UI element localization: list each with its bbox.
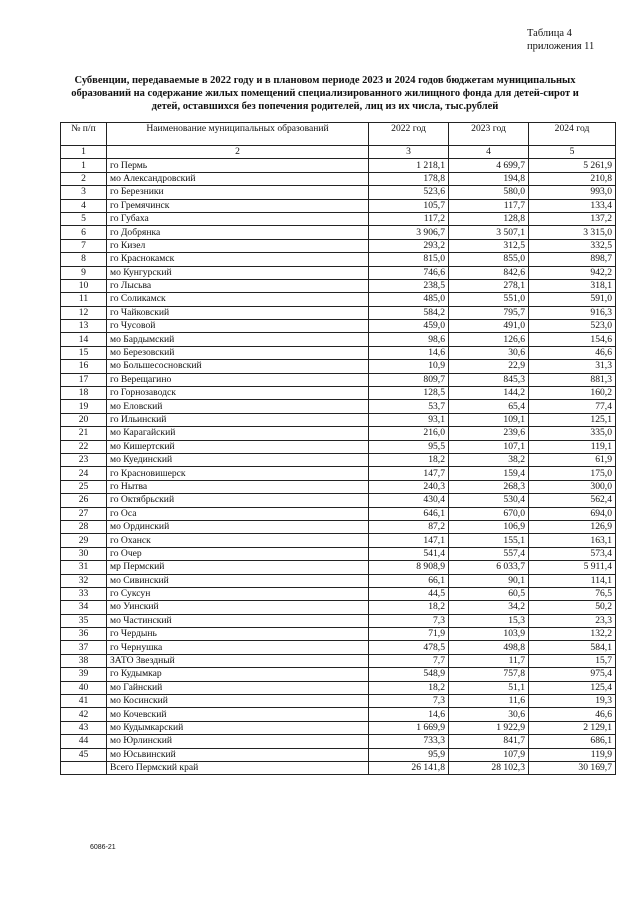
value-2023: 60,5 bbox=[449, 587, 529, 600]
table-row bbox=[61, 306, 616, 319]
value-2022: 93,1 bbox=[369, 413, 449, 426]
total-2023: 28 102,3 bbox=[449, 761, 529, 774]
value-2024: 523,0 bbox=[529, 320, 616, 333]
value-2024: 5 911,4 bbox=[529, 561, 616, 574]
value-2024: 332,5 bbox=[529, 239, 616, 252]
value-2023: 841,7 bbox=[449, 735, 529, 748]
row-number: 42 bbox=[61, 708, 107, 721]
value-2024: 125,4 bbox=[529, 681, 616, 694]
footer-code: 6086-21 bbox=[90, 844, 116, 851]
value-2024: 3 315,0 bbox=[529, 226, 616, 239]
value-2022: 18,2 bbox=[369, 681, 449, 694]
row-number: 28 bbox=[61, 520, 107, 533]
value-2022: 3 906,7 bbox=[369, 226, 449, 239]
value-2022: 147,1 bbox=[369, 534, 449, 547]
municipality-name: мо Юсьвинский bbox=[107, 748, 369, 761]
value-2024: 300,0 bbox=[529, 480, 616, 493]
value-2024: 2 129,1 bbox=[529, 721, 616, 734]
value-2023: 106,9 bbox=[449, 520, 529, 533]
municipality-name: го Суксун bbox=[107, 587, 369, 600]
value-2023: 144,2 bbox=[449, 387, 529, 400]
municipality-name: го Октябрьский bbox=[107, 494, 369, 507]
value-2023: 30,6 bbox=[449, 708, 529, 721]
row-number: 16 bbox=[61, 360, 107, 373]
table-row bbox=[61, 654, 616, 667]
table-row bbox=[61, 587, 616, 600]
municipality-name: го Пермь bbox=[107, 159, 369, 172]
header-2022: 2022 год bbox=[369, 123, 449, 146]
table-row bbox=[61, 520, 616, 533]
municipality-name: го Губаха bbox=[107, 212, 369, 225]
value-2023: 312,5 bbox=[449, 239, 529, 252]
value-2023: 239,6 bbox=[449, 427, 529, 440]
municipality-name: мо Ординский bbox=[107, 520, 369, 533]
municipality-name: го Красновишерск bbox=[107, 467, 369, 480]
value-2024: 114,1 bbox=[529, 574, 616, 587]
table-row bbox=[61, 172, 616, 185]
table-row bbox=[61, 721, 616, 734]
value-2024: 591,0 bbox=[529, 293, 616, 306]
row-number: 24 bbox=[61, 467, 107, 480]
value-2024: 31,3 bbox=[529, 360, 616, 373]
table-row bbox=[61, 668, 616, 681]
row-number: 27 bbox=[61, 507, 107, 520]
value-2022: 10,9 bbox=[369, 360, 449, 373]
value-2024: 881,3 bbox=[529, 373, 616, 386]
value-2022: 95,9 bbox=[369, 748, 449, 761]
row-number: 13 bbox=[61, 320, 107, 333]
value-2023: 15,3 bbox=[449, 614, 529, 627]
total-label: Всего Пермский край bbox=[107, 761, 369, 774]
table-row bbox=[61, 360, 616, 373]
value-2023: 1 922,9 bbox=[449, 721, 529, 734]
table-row bbox=[61, 708, 616, 721]
value-2022: 147,7 bbox=[369, 467, 449, 480]
table-row bbox=[61, 387, 616, 400]
row-number: 15 bbox=[61, 346, 107, 359]
value-2022: 44,5 bbox=[369, 587, 449, 600]
municipality-name: го Краснокамск bbox=[107, 253, 369, 266]
value-2023: 155,1 bbox=[449, 534, 529, 547]
value-2024: 335,0 bbox=[529, 427, 616, 440]
value-2022: 430,4 bbox=[369, 494, 449, 507]
value-2022: 18,2 bbox=[369, 453, 449, 466]
value-2023: 90,1 bbox=[449, 574, 529, 587]
value-2024: 898,7 bbox=[529, 253, 616, 266]
value-2023: 551,0 bbox=[449, 293, 529, 306]
value-2024: 137,2 bbox=[529, 212, 616, 225]
value-2023: 268,3 bbox=[449, 480, 529, 493]
value-2022: 117,2 bbox=[369, 212, 449, 225]
municipality-name: мо Еловский bbox=[107, 400, 369, 413]
table-row bbox=[61, 601, 616, 614]
value-2022: 7,3 bbox=[369, 695, 449, 708]
municipality-name: мо Кунгурский bbox=[107, 266, 369, 279]
value-2022: 541,4 bbox=[369, 547, 449, 560]
row-number: 2 bbox=[61, 172, 107, 185]
value-2024: 23,3 bbox=[529, 614, 616, 627]
municipality-name: го Чернушка bbox=[107, 641, 369, 654]
value-2022: 815,0 bbox=[369, 253, 449, 266]
value-2024: 584,1 bbox=[529, 641, 616, 654]
value-2022: 584,2 bbox=[369, 306, 449, 319]
value-2022: 293,2 bbox=[369, 239, 449, 252]
table-row bbox=[61, 440, 616, 453]
municipality-name: го Оса bbox=[107, 507, 369, 520]
value-2023: 795,7 bbox=[449, 306, 529, 319]
value-2023: 557,4 bbox=[449, 547, 529, 560]
municipality-name: мо Частинский bbox=[107, 614, 369, 627]
value-2023: 11,7 bbox=[449, 654, 529, 667]
table-row bbox=[61, 199, 616, 212]
value-2023: 109,1 bbox=[449, 413, 529, 426]
row-number: 34 bbox=[61, 601, 107, 614]
table-row bbox=[61, 453, 616, 466]
value-2022: 485,0 bbox=[369, 293, 449, 306]
value-2024: 76,5 bbox=[529, 587, 616, 600]
row-number: 10 bbox=[61, 279, 107, 292]
municipality-name: мо Гайнский bbox=[107, 681, 369, 694]
row-number: 32 bbox=[61, 574, 107, 587]
column-number-row bbox=[61, 146, 616, 159]
value-2023: 4 699,7 bbox=[449, 159, 529, 172]
row-number: 29 bbox=[61, 534, 107, 547]
municipality-name: мр Пермский bbox=[107, 561, 369, 574]
value-2024: 210,8 bbox=[529, 172, 616, 185]
municipality-name: мо Кочевский bbox=[107, 708, 369, 721]
value-2024: 694,0 bbox=[529, 507, 616, 520]
table-row bbox=[61, 681, 616, 694]
municipality-name: го Нытва bbox=[107, 480, 369, 493]
row-number: 30 bbox=[61, 547, 107, 560]
value-2023: 670,0 bbox=[449, 507, 529, 520]
table-number: Таблица 4 bbox=[527, 28, 572, 39]
municipality-name: го Гремячинск bbox=[107, 199, 369, 212]
municipality-name: мо Юрлинский bbox=[107, 735, 369, 748]
municipality-name: мо Карагайский bbox=[107, 427, 369, 440]
table-row bbox=[61, 480, 616, 493]
table-row bbox=[61, 735, 616, 748]
municipality-name: го Березники bbox=[107, 186, 369, 199]
table-row bbox=[61, 226, 616, 239]
value-2024: 126,9 bbox=[529, 520, 616, 533]
value-2023: 757,8 bbox=[449, 668, 529, 681]
table-row bbox=[61, 279, 616, 292]
value-2023: 30,6 bbox=[449, 346, 529, 359]
row-number: 45 bbox=[61, 748, 107, 761]
table-row bbox=[61, 293, 616, 306]
municipality-name: го Чусовой bbox=[107, 320, 369, 333]
value-2023: 34,2 bbox=[449, 601, 529, 614]
municipality-name: го Добрянка bbox=[107, 226, 369, 239]
value-2023: 855,0 bbox=[449, 253, 529, 266]
table-row bbox=[61, 266, 616, 279]
value-2022: 18,2 bbox=[369, 601, 449, 614]
row-number: 23 bbox=[61, 453, 107, 466]
value-2022: 548,9 bbox=[369, 668, 449, 681]
column-number: 3 bbox=[369, 146, 449, 159]
column-number: 2 bbox=[107, 146, 369, 159]
municipality-name: го Лысьва bbox=[107, 279, 369, 292]
municipality-name: го Чайковский bbox=[107, 306, 369, 319]
value-2023: 22,9 bbox=[449, 360, 529, 373]
value-2023: 845,3 bbox=[449, 373, 529, 386]
municipality-name: мо Сивинский bbox=[107, 574, 369, 587]
municipality-name: мо Александровский bbox=[107, 172, 369, 185]
row-number: 31 bbox=[61, 561, 107, 574]
row-number: 39 bbox=[61, 668, 107, 681]
municipality-name: го Очер bbox=[107, 547, 369, 560]
value-2022: 8 908,9 bbox=[369, 561, 449, 574]
column-number: 5 bbox=[529, 146, 616, 159]
value-2022: 733,3 bbox=[369, 735, 449, 748]
subventions-table bbox=[60, 122, 616, 775]
header-2023: 2023 год bbox=[449, 123, 529, 146]
value-2024: 318,1 bbox=[529, 279, 616, 292]
value-2022: 7,3 bbox=[369, 614, 449, 627]
row-number: 5 bbox=[61, 212, 107, 225]
value-2024: 942,2 bbox=[529, 266, 616, 279]
municipality-name: мо Уинский bbox=[107, 601, 369, 614]
value-2022: 240,3 bbox=[369, 480, 449, 493]
row-number: 35 bbox=[61, 614, 107, 627]
table-row bbox=[61, 333, 616, 346]
total-number-cell bbox=[61, 761, 107, 774]
value-2023: 126,6 bbox=[449, 333, 529, 346]
row-number: 44 bbox=[61, 735, 107, 748]
row-number: 37 bbox=[61, 641, 107, 654]
value-2023: 11,6 bbox=[449, 695, 529, 708]
row-number: 36 bbox=[61, 628, 107, 641]
total-row bbox=[61, 761, 616, 774]
value-2022: 216,0 bbox=[369, 427, 449, 440]
row-number: 4 bbox=[61, 199, 107, 212]
row-number: 3 bbox=[61, 186, 107, 199]
row-number: 11 bbox=[61, 293, 107, 306]
row-number: 26 bbox=[61, 494, 107, 507]
total-2024: 30 169,7 bbox=[529, 761, 616, 774]
value-2024: 46,6 bbox=[529, 346, 616, 359]
table-row bbox=[61, 212, 616, 225]
row-number: 25 bbox=[61, 480, 107, 493]
value-2024: 916,3 bbox=[529, 306, 616, 319]
row-number: 43 bbox=[61, 721, 107, 734]
value-2024: 154,6 bbox=[529, 333, 616, 346]
table-row bbox=[61, 239, 616, 252]
table-row bbox=[61, 507, 616, 520]
table-row bbox=[61, 346, 616, 359]
value-2022: 646,1 bbox=[369, 507, 449, 520]
row-number: 41 bbox=[61, 695, 107, 708]
value-2023: 842,6 bbox=[449, 266, 529, 279]
value-2022: 14,6 bbox=[369, 346, 449, 359]
municipality-name: мо Кишертский bbox=[107, 440, 369, 453]
value-2022: 105,7 bbox=[369, 199, 449, 212]
value-2024: 975,4 bbox=[529, 668, 616, 681]
value-2024: 562,4 bbox=[529, 494, 616, 507]
value-2023: 3 507,1 bbox=[449, 226, 529, 239]
municipality-name: мо Бардымский bbox=[107, 333, 369, 346]
value-2023: 580,0 bbox=[449, 186, 529, 199]
value-2024: 119,1 bbox=[529, 440, 616, 453]
value-2024: 175,0 bbox=[529, 467, 616, 480]
value-2022: 53,7 bbox=[369, 400, 449, 413]
municipality-name: го Горнозаводск bbox=[107, 387, 369, 400]
value-2024: 19,3 bbox=[529, 695, 616, 708]
value-2024: 133,4 bbox=[529, 199, 616, 212]
value-2022: 66,1 bbox=[369, 574, 449, 587]
value-2024: 50,2 bbox=[529, 601, 616, 614]
document-title: Субвенции, передаваемые в 2022 году и в плановом периоде 2023 и 2024 годов бюджетам муниципальных образований на содержание жилых помещений специализированного жилищного фонда для детей-сирот и детей, оставшихся без попечения родителей, лиц из их числа, тыс.рублей bbox=[71, 75, 579, 112]
municipality-name: го Ильинский bbox=[107, 413, 369, 426]
value-2023: 530,4 bbox=[449, 494, 529, 507]
table-row bbox=[61, 427, 616, 440]
row-number: 40 bbox=[61, 681, 107, 694]
value-2023: 65,4 bbox=[449, 400, 529, 413]
row-number: 38 bbox=[61, 654, 107, 667]
row-number: 9 bbox=[61, 266, 107, 279]
row-number: 17 bbox=[61, 373, 107, 386]
value-2023: 498,8 bbox=[449, 641, 529, 654]
value-2023: 491,0 bbox=[449, 320, 529, 333]
table-row bbox=[61, 373, 616, 386]
value-2024: 160,2 bbox=[529, 387, 616, 400]
table-row bbox=[61, 253, 616, 266]
header-number: № п/п bbox=[61, 123, 107, 146]
value-2023: 159,4 bbox=[449, 467, 529, 480]
value-2022: 238,5 bbox=[369, 279, 449, 292]
row-number: 14 bbox=[61, 333, 107, 346]
value-2024: 573,4 bbox=[529, 547, 616, 560]
value-2024: 61,9 bbox=[529, 453, 616, 466]
table-row bbox=[61, 574, 616, 587]
total-2022: 26 141,8 bbox=[369, 761, 449, 774]
value-2022: 478,5 bbox=[369, 641, 449, 654]
row-number: 20 bbox=[61, 413, 107, 426]
column-number: 4 bbox=[449, 146, 529, 159]
value-2022: 1 669,9 bbox=[369, 721, 449, 734]
municipality-name: го Оханск bbox=[107, 534, 369, 547]
value-2022: 178,8 bbox=[369, 172, 449, 185]
row-number: 7 bbox=[61, 239, 107, 252]
row-number: 19 bbox=[61, 400, 107, 413]
appendix-reference: приложения 11 bbox=[527, 41, 595, 52]
table-row bbox=[61, 614, 616, 627]
value-2023: 107,1 bbox=[449, 440, 529, 453]
table-row bbox=[61, 159, 616, 172]
row-number: 1 bbox=[61, 159, 107, 172]
municipality-name: мо Березовский bbox=[107, 346, 369, 359]
value-2022: 7,7 bbox=[369, 654, 449, 667]
value-2024: 5 261,9 bbox=[529, 159, 616, 172]
table-caption bbox=[527, 27, 594, 53]
table-row bbox=[61, 413, 616, 426]
column-number: 1 bbox=[61, 146, 107, 159]
value-2024: 46,6 bbox=[529, 708, 616, 721]
value-2022: 87,2 bbox=[369, 520, 449, 533]
value-2022: 459,0 bbox=[369, 320, 449, 333]
table-row bbox=[61, 467, 616, 480]
value-2024: 15,7 bbox=[529, 654, 616, 667]
value-2023: 107,9 bbox=[449, 748, 529, 761]
value-2022: 95,5 bbox=[369, 440, 449, 453]
table-row bbox=[61, 400, 616, 413]
value-2023: 103,9 bbox=[449, 628, 529, 641]
header-name: Наименование муниципальных образований bbox=[107, 123, 369, 146]
table-row bbox=[61, 641, 616, 654]
table-row bbox=[61, 494, 616, 507]
table-row bbox=[61, 561, 616, 574]
table-row bbox=[61, 628, 616, 641]
value-2024: 132,2 bbox=[529, 628, 616, 641]
value-2022: 809,7 bbox=[369, 373, 449, 386]
municipality-name: го Кудымкар bbox=[107, 668, 369, 681]
table-row bbox=[61, 748, 616, 761]
value-2022: 1 218,1 bbox=[369, 159, 449, 172]
row-number: 8 bbox=[61, 253, 107, 266]
municipality-name: мо Куединский bbox=[107, 453, 369, 466]
municipality-name: го Кизел bbox=[107, 239, 369, 252]
row-number: 22 bbox=[61, 440, 107, 453]
value-2022: 71,9 bbox=[369, 628, 449, 641]
value-2022: 14,6 bbox=[369, 708, 449, 721]
value-2024: 686,1 bbox=[529, 735, 616, 748]
row-number: 21 bbox=[61, 427, 107, 440]
municipality-name: го Верещагино bbox=[107, 373, 369, 386]
municipality-name: го Соликамск bbox=[107, 293, 369, 306]
value-2024: 125,1 bbox=[529, 413, 616, 426]
table-row bbox=[61, 534, 616, 547]
municipality-name: го Чердынь bbox=[107, 628, 369, 641]
value-2023: 38,2 bbox=[449, 453, 529, 466]
municipality-name: мо Кудымкарский bbox=[107, 721, 369, 734]
value-2024: 77,4 bbox=[529, 400, 616, 413]
table-row bbox=[61, 186, 616, 199]
value-2023: 6 033,7 bbox=[449, 561, 529, 574]
row-number: 12 bbox=[61, 306, 107, 319]
table-header-row bbox=[61, 123, 616, 146]
value-2022: 746,6 bbox=[369, 266, 449, 279]
table-row bbox=[61, 695, 616, 708]
value-2023: 194,8 bbox=[449, 172, 529, 185]
value-2022: 98,6 bbox=[369, 333, 449, 346]
municipality-name: мо Большесосновский bbox=[107, 360, 369, 373]
row-number: 33 bbox=[61, 587, 107, 600]
row-number: 18 bbox=[61, 387, 107, 400]
value-2024: 163,1 bbox=[529, 534, 616, 547]
value-2024: 993,0 bbox=[529, 186, 616, 199]
value-2023: 117,7 bbox=[449, 199, 529, 212]
header-2024: 2024 год bbox=[529, 123, 616, 146]
municipality-name: мо Косинский bbox=[107, 695, 369, 708]
row-number: 6 bbox=[61, 226, 107, 239]
value-2023: 51,1 bbox=[449, 681, 529, 694]
value-2023: 128,8 bbox=[449, 212, 529, 225]
value-2023: 278,1 bbox=[449, 279, 529, 292]
value-2022: 523,6 bbox=[369, 186, 449, 199]
municipality-name: ЗАТО Звездный bbox=[107, 654, 369, 667]
value-2022: 128,5 bbox=[369, 387, 449, 400]
table-body bbox=[61, 159, 616, 762]
value-2024: 119,9 bbox=[529, 748, 616, 761]
table-row bbox=[61, 547, 616, 560]
table-row bbox=[61, 320, 616, 333]
